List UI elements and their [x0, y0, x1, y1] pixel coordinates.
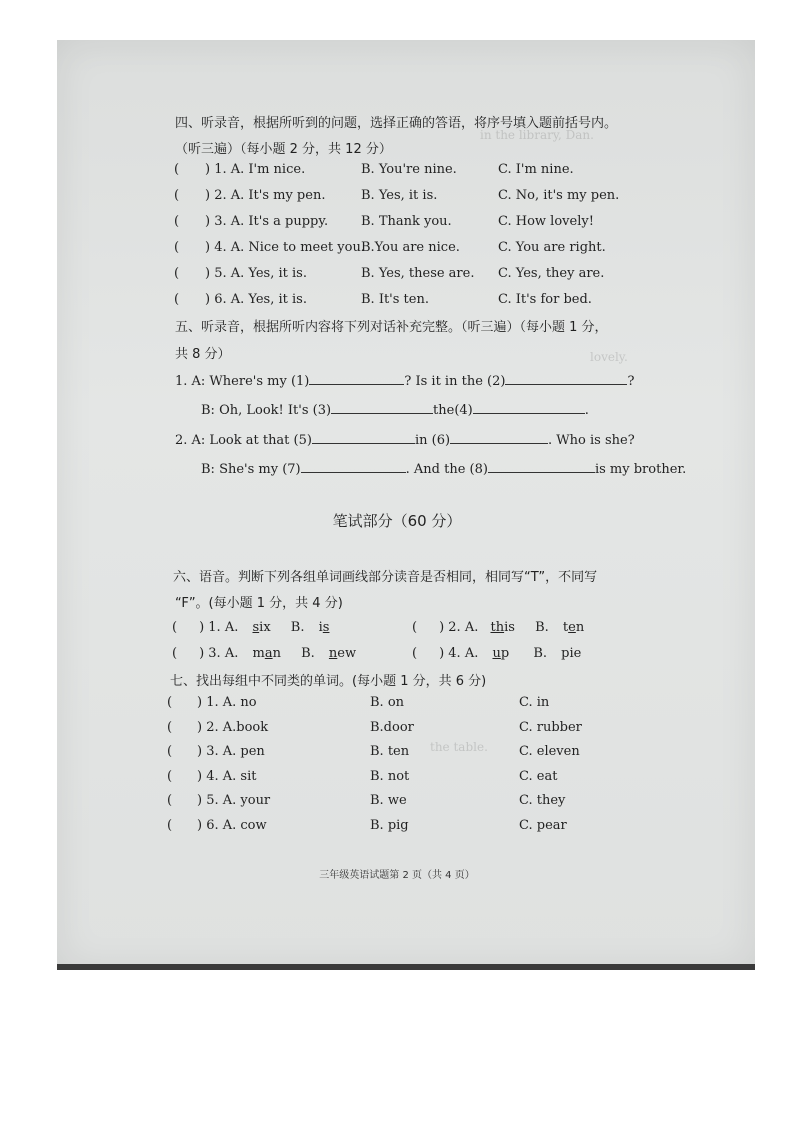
option-c: C. No, it's my pen.: [498, 188, 620, 203]
phonics-row: ( ) 4. A. up B. pie: [412, 646, 582, 661]
phonics-row: ( ) 1. A. six B. is: [172, 620, 330, 635]
option-b: B. we: [370, 793, 407, 808]
option-c: C. in: [519, 695, 550, 710]
option-b: B. ten: [370, 744, 410, 759]
answer-bracket[interactable]: (: [174, 188, 180, 203]
option-a: ) 4. A. Nice to meet you.: [205, 240, 365, 255]
dialogue-line: 2. A: Look at that (5) in (6) . Who is she?: [175, 433, 635, 448]
answer-bracket[interactable]: (: [174, 162, 180, 177]
option-b: B. Yes, these are.: [361, 266, 475, 281]
answer-bracket[interactable]: (: [174, 214, 180, 229]
option-b: B. Yes, it is.: [361, 188, 438, 203]
option-b: B. pig: [370, 817, 409, 833]
option-c: C. It's for bed.: [498, 292, 592, 307]
part4-title: 四、听录音，根据所听到的问题，选择正确的答语，将序号填入题前括号内。: [175, 116, 618, 131]
answer-bracket[interactable]: (: [167, 695, 173, 710]
answer-bracket[interactable]: (: [167, 793, 173, 808]
option-c: C. eleven: [519, 744, 580, 759]
option-a: ) 3. A. pen: [197, 744, 265, 759]
bleed-through-text: lovely.: [590, 350, 628, 364]
option-b: B. Thank you.: [361, 214, 452, 229]
option-c: C. Yes, they are.: [498, 266, 605, 281]
option-a: ) 3. A. It's a puppy.: [205, 214, 329, 229]
phonics-row: ( ) 3. A. man B. new: [172, 646, 357, 661]
part7-title: 七、找出每组中不同类的单词。(每小题 1 分，共 6 分): [170, 674, 487, 689]
option-b: B. It's ten.: [361, 292, 429, 307]
option-b: B.door: [370, 719, 414, 735]
option-b: B. on: [370, 695, 405, 710]
option-b: B. You're nine.: [361, 162, 457, 177]
part4-subtitle: （听三遍）（每小题 2 分，共 12 分）: [175, 142, 392, 157]
answer-blank-1[interactable]: [309, 372, 404, 385]
option-c: C. pear: [519, 817, 567, 833]
answer-blank-2[interactable]: [505, 372, 627, 385]
answer-bracket[interactable]: (: [174, 240, 180, 255]
option-c: C. You are right.: [498, 240, 606, 255]
option-a: ) 1. A. I'm nice.: [205, 162, 306, 177]
option-c: C. eat: [519, 768, 558, 784]
answer-bracket[interactable]: (: [167, 768, 173, 784]
answer-blank-4[interactable]: [473, 401, 585, 414]
page-footer: 三年级英语试题第 2 页（共 4 页）: [319, 870, 475, 881]
answer-bracket[interactable]: (: [167, 817, 173, 833]
answer-blank-8[interactable]: [488, 460, 595, 473]
paper-edge: [57, 964, 755, 970]
option-a: ) 5. A. Yes, it is.: [205, 266, 307, 281]
answer-bracket[interactable]: (: [167, 719, 173, 735]
answer-blank-3[interactable]: [331, 401, 433, 414]
option-c: C. I'm nine.: [498, 162, 574, 177]
option-c: C. they: [519, 793, 566, 808]
bleed-through-text: in the library, Dan.: [480, 128, 594, 142]
answer-bracket[interactable]: (: [167, 744, 173, 759]
bleed-through-text: the table.: [430, 740, 488, 754]
option-a: ) 1. A. no: [197, 695, 257, 710]
part6-title: 六、语音。判断下列各组单词画线部分读音是否相同，相同写“T”，不同写: [173, 570, 598, 585]
option-c: C. rubber: [519, 719, 582, 735]
option-a: ) 6. A. cow: [197, 817, 267, 833]
dialogue-line: B: She's my (7) . And the (8) is my brother.: [201, 462, 687, 477]
part6-title-cont: “F”。(每小题 1 分，共 4 分): [175, 596, 343, 611]
answer-blank-7[interactable]: [301, 460, 406, 473]
option-c: C. How lovely!: [498, 214, 594, 229]
phonics-row: ( ) 2. A. this B. ten: [412, 620, 585, 635]
option-a: ) 4. A. sit: [197, 768, 257, 784]
dialogue-line: B: Oh, Look! It's (3) the(4) .: [201, 403, 589, 418]
option-a: ) 2. A. It's my pen.: [205, 188, 326, 203]
option-a: ) 5. A. your: [197, 793, 271, 808]
answer-blank-6[interactable]: [450, 431, 548, 444]
part5-title-cont: 共 8 分）: [175, 347, 231, 362]
option-b: B.You are nice.: [361, 240, 460, 255]
written-section-title: 笔试部分（60 分）: [332, 512, 462, 530]
dialogue-line: 1. A: Where's my (1) ? Is it in the (2) ?: [175, 374, 635, 389]
answer-bracket[interactable]: (: [174, 292, 180, 307]
option-a: ) 6. A. Yes, it is.: [205, 292, 307, 307]
option-b: B. not: [370, 768, 410, 784]
option-a: ) 2. A.book: [197, 719, 269, 735]
answer-bracket[interactable]: (: [174, 266, 180, 281]
part5-title: 五、听录音，根据所听内容将下列对话补充完整。（听三遍）（每小题 1 分，: [175, 320, 608, 335]
answer-blank-5[interactable]: [312, 431, 415, 444]
